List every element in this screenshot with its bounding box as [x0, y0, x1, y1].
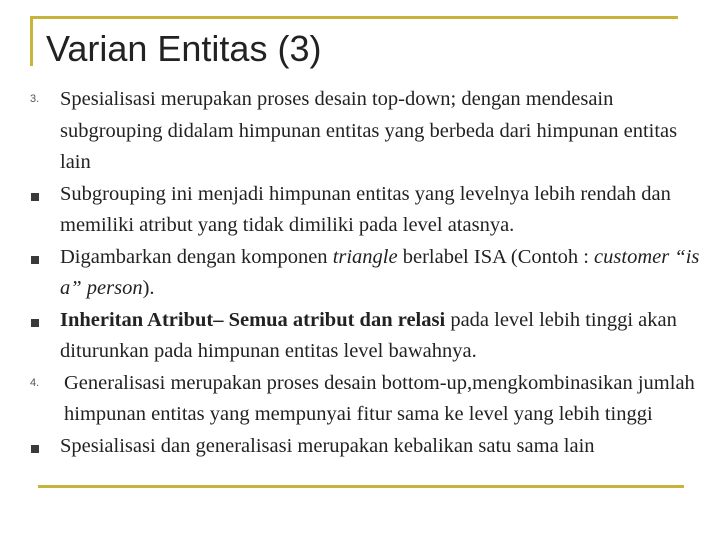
item-text-bold: Inheritan Atribut– Semua atribut dan relasi: [60, 308, 446, 331]
item-text-part: ).: [142, 277, 155, 299]
item-text-part: berlabel ISA (Contoh :: [397, 245, 595, 268]
list-number: 4.: [30, 376, 40, 389]
list-item: [0, 242, 720, 305]
slide-title: Varian Entitas (3): [46, 28, 322, 69]
item-text-italic: triangle: [332, 245, 398, 268]
bullet-list: [0, 84, 720, 462]
left-accent-line: [30, 16, 33, 66]
bottom-accent-line: [38, 485, 684, 488]
item-text: Subgrouping ini menjadi himpunan entitas yang levelnya lebih rendah dan memiliki atribut yang tidak dimiliki pada level atasnya.: [60, 182, 671, 236]
item-text: Spesialisasi dan generalisasi merupakan kebalikan satu sama lain: [60, 434, 595, 457]
list-item: [0, 179, 720, 242]
list-item: [0, 368, 720, 431]
item-text-part: Digambarkan dengan komponen: [60, 245, 333, 268]
item-text-italic: customer “is a” person: [60, 245, 700, 299]
list-number: 3.: [30, 93, 40, 105]
item-text: Spesialisasi merupakan proses desain top-down; dengan mendesain subgrouping didalam himpunan entitas yang berbeda dari himpunan entitas lain: [60, 88, 678, 173]
top-accent-line: [30, 16, 678, 19]
item-text-part: pada level lebih tinggi akan diturunkan pada himpunan entitas level bawahnya.: [60, 308, 677, 362]
list-item: [0, 431, 720, 463]
list-item: [0, 84, 720, 179]
list-item: [0, 305, 720, 368]
item-text: Generalisasi merupakan proses desain bottom-up,mengkombinasikan jumlah himpunan entitas yang mempunyai fitur sama ke level yang lebih tinggi: [64, 371, 695, 425]
